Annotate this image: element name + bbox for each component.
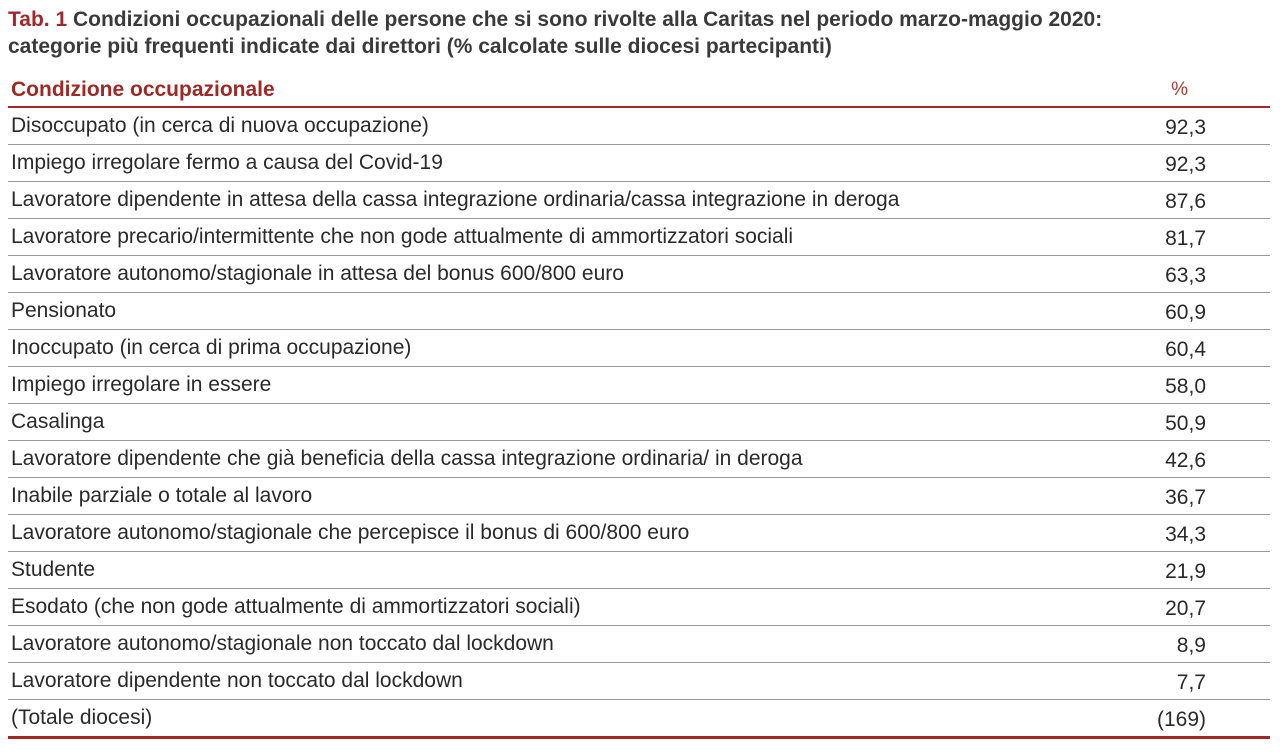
row-label: Impiego irregolare in essere [11,373,272,396]
table-row [8,293,1270,330]
row-label: Inabile parziale o totale al lavoro [11,484,313,507]
header-label: Condizione occupazionale [11,78,275,101]
caption-text-1: Condizioni occupazionali delle persone che si sono rivolte alla Caritas nel periodo marzo-maggio 2020: [72,8,1103,31]
row-value: 92,3 [1165,153,1206,176]
caption-line-1 [8,6,1274,33]
table-row [8,330,1270,367]
table-row [8,367,1270,404]
table-row [8,182,1270,219]
row-value: 34,3 [1165,523,1206,546]
row-label: Lavoratore dipendente in attesa della cassa integrazione ordinaria/cassa integrazione in deroga [11,188,900,211]
row-label: Lavoratore dipendente che già beneficia della cassa integrazione ordinaria/ in deroga [11,447,803,470]
table-row [8,256,1270,293]
table-caption [8,6,1274,60]
row-value: 87,6 [1165,190,1206,213]
row-label: Disoccupato (in cerca di nuova occupazione) [11,114,429,137]
table-row [8,515,1270,552]
table-row [8,108,1270,145]
occupation-table [8,74,1270,739]
row-value: (169) [1156,708,1206,731]
row-label: Esodato (che non gode attualmente di ammortizzatori sociali) [11,595,581,618]
table-row [8,552,1270,589]
row-value: 8,9 [1176,634,1206,657]
table-row [8,478,1270,515]
table-body [8,108,1270,739]
table-row [8,404,1270,441]
row-value: 58,0 [1165,375,1206,398]
table-row [8,626,1270,663]
table-row [8,663,1270,700]
row-label: Lavoratore autonomo/stagionale non toccato dal lockdown [11,632,554,655]
row-label: Inoccupato (in cerca di prima occupazione) [11,336,412,359]
table-row [8,441,1270,478]
row-label: Pensionato [11,299,117,322]
row-label: Lavoratore autonomo/stagionale in attesa del bonus 600/800 euro [11,262,624,285]
row-value: 92,3 [1165,116,1206,139]
row-value: 50,9 [1165,412,1206,435]
row-value: 81,7 [1165,227,1206,250]
table-row [8,589,1270,626]
row-value: 60,9 [1165,301,1206,324]
row-value: 20,7 [1165,597,1206,620]
row-label: Lavoratore dipendente non toccato dal lockdown [11,669,463,692]
row-label: Lavoratore precario/intermittente che non gode attualmente di ammortizzatori sociali [11,225,794,248]
caption-line-2: categorie più frequenti indicate dai direttori (% calcolate sulle diocesi partecipanti) [8,35,832,58]
row-value: 60,4 [1165,338,1206,361]
table-number: Tab. 1 [8,8,68,31]
row-value: 42,6 [1165,449,1206,472]
table-row [8,700,1270,739]
row-value: 7,7 [1176,671,1206,694]
row-label: Casalinga [11,410,105,433]
row-label: Lavoratore autonomo/stagionale che percepisce il bonus di 600/800 euro [11,521,690,544]
row-label: Studente [11,558,96,581]
table-header [8,74,1270,108]
row-label: (Totale diocesi) [11,706,153,729]
row-label: Impiego irregolare fermo a causa del Covid-19 [11,151,443,174]
table-row [8,219,1270,256]
row-value: 36,7 [1165,486,1206,509]
row-value: 63,3 [1165,264,1206,287]
table-row [8,145,1270,182]
header-percent: % [1171,79,1188,100]
row-value: 21,9 [1165,560,1206,583]
